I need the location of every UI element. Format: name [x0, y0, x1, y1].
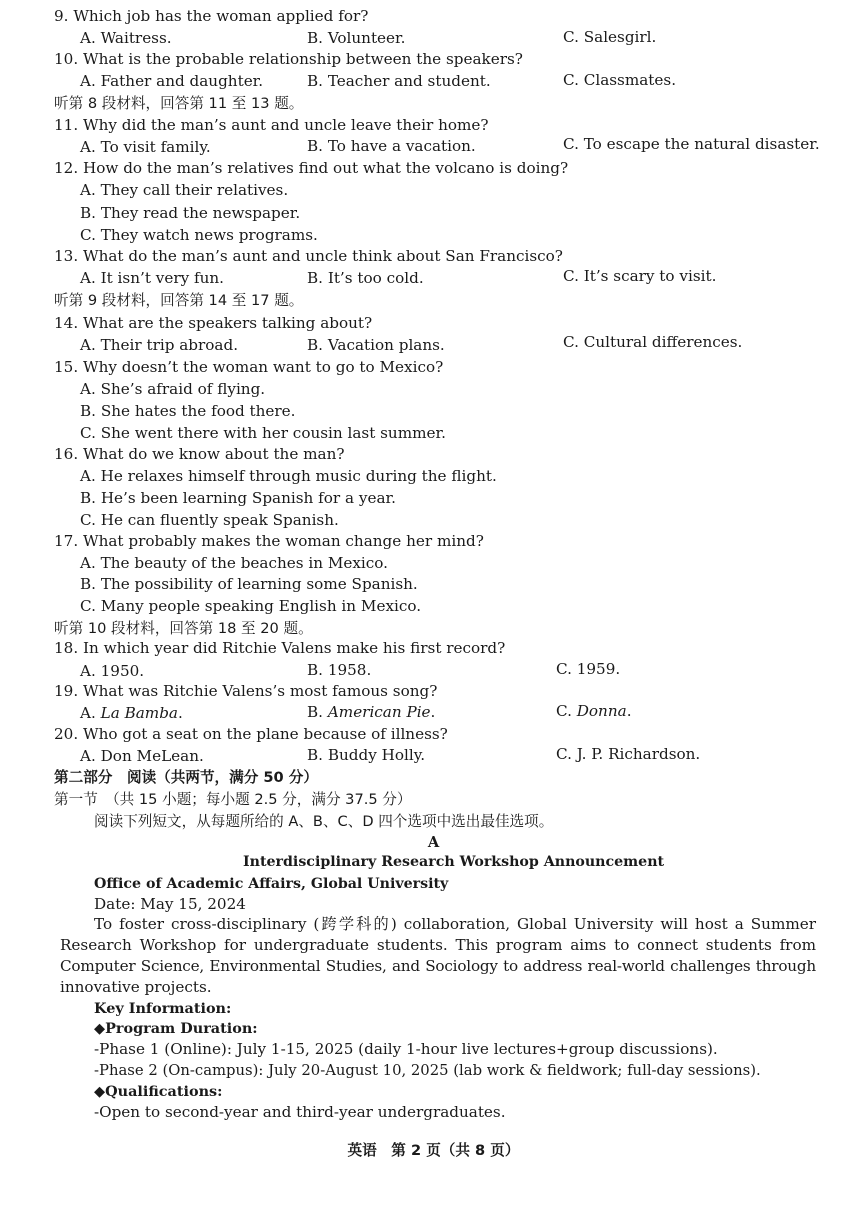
q18-option-b: B. 1958. — [307, 661, 372, 679]
q15-option-b: B. She hates the food there. — [80, 402, 296, 420]
section-10-instruction: 听第 10 段材料，回答第 18 至 20 题。 — [54, 620, 313, 637]
q11-option-c: C. To escape the natural disaster. — [563, 135, 820, 153]
question-11: 11. Why did the man’s aunt and uncle leave their home? — [54, 116, 489, 134]
section-8-instruction: 听第 8 段材料，回答第 11 至 13 题。 — [54, 95, 304, 112]
announcement-date: Date: May 15, 2024 — [94, 895, 246, 913]
q19-c-suffix: . — [626, 702, 632, 720]
question-14: 14. What are the speakers talking about? — [54, 314, 373, 332]
q14-option-b: B. Vacation plans. — [307, 336, 445, 354]
paragraph-line-4: innovative projects. — [60, 978, 212, 996]
q19-a-title: La Bamba — [100, 704, 178, 722]
question-19: 19. What was Ritchie Valens’s most famous song? — [54, 682, 438, 700]
paragraph-line-3: Computer Science, Environmental Studies, and Sociology to address real-world challenges through — [60, 957, 816, 975]
passage-letter: A — [427, 834, 440, 851]
q14-option-a: A. Their trip abroad. — [80, 336, 239, 354]
q19-b-title: American Pie — [327, 703, 431, 721]
q19-c-title: Donna — [576, 702, 627, 720]
q10-option-b: B. Teacher and student. — [307, 72, 491, 90]
q12-option-a: A. They call their relatives. — [80, 181, 289, 199]
q19-b-prefix: B. — [307, 703, 328, 721]
question-18: 18. In which year did Ritchie Valens make his first record? — [54, 639, 506, 657]
phase-1-line: -Phase 1 (Online): July 1-15, 2025 (daily 1-hour live lectures+group discussions). — [94, 1040, 718, 1058]
section-one-heading: 第一节 （共 15 小题；每小题 2.5 分，满分 37.5 分） — [54, 791, 412, 808]
q10-option-a: A. Father and daughter. — [80, 72, 264, 90]
q16-option-b: B. He’s been learning Spanish for a year. — [80, 489, 396, 507]
q11-option-b: B. To have a vacation. — [307, 137, 476, 155]
qualifications-heading: ◆Qualifications: — [94, 1083, 223, 1100]
q20-option-a: A. Don MeLean. — [80, 747, 204, 765]
qualification-1: -Open to second-year and third-year undergraduates. — [94, 1103, 506, 1121]
q17-option-b: B. The possibility of learning some Spanish. — [80, 575, 418, 593]
part-two-heading: 第二部分 阅读（共两节，满分 50 分） — [54, 769, 318, 786]
q15-option-a: A. She’s afraid of flying. — [80, 380, 266, 398]
question-20: 20. Who got a seat on the plane because of illness? — [54, 725, 448, 743]
q19-option-b — [307, 702, 435, 724]
question-10: 10. What is the probable relationship between the speakers? — [54, 50, 523, 68]
page-footer: 英语 第 2 页（共 8 页） — [347, 1142, 520, 1159]
office-line: Office of Academic Affairs, Global University — [94, 876, 449, 892]
q19-option-c — [556, 701, 632, 723]
q13-option-b: B. It’s too cold. — [307, 269, 424, 287]
q9-option-c: C. Salesgirl. — [563, 28, 657, 46]
q12-option-c: C. They watch news programs. — [80, 226, 318, 244]
q9-option-b: B. Volunteer. — [307, 29, 406, 47]
q17-option-c: C. Many people speaking English in Mexico. — [80, 597, 422, 615]
q16-option-a: A. He relaxes himself through music during the flight. — [80, 467, 497, 485]
q19-a-prefix: A. — [80, 704, 101, 722]
question-16: 16. What do we know about the man? — [54, 445, 345, 463]
question-9: 9. Which job has the woman applied for? — [54, 7, 369, 25]
q20-option-c: C. J. P. Richardson. — [556, 745, 701, 763]
q19-b-suffix: . — [430, 703, 436, 721]
question-12: 12. How do the man’s relatives find out what the volcano is doing? — [54, 159, 569, 177]
q11-option-a: A. To visit family. — [80, 138, 211, 156]
reading-instruction: 阅读下列短文，从每题所给的 A、B、C、D 四个选项中选出最佳选项。 — [94, 813, 554, 830]
question-17: 17. What probably makes the woman change her mind? — [54, 532, 484, 550]
q13-option-a: A. It isn’t very fun. — [80, 269, 224, 287]
q19-c-prefix: C. — [556, 702, 577, 720]
q9-option-a: A. Waitress. — [80, 29, 172, 47]
q12-option-b: B. They read the newspaper. — [80, 204, 301, 222]
q19-option-a — [80, 703, 183, 725]
announcement-title: Interdisciplinary Research Workshop Announcement — [243, 854, 665, 870]
q13-option-c: C. It’s scary to visit. — [563, 267, 717, 285]
q10-option-c: C. Classmates. — [563, 71, 677, 89]
q19-a-suffix: . — [178, 704, 183, 722]
q14-option-c: C. Cultural differences. — [563, 333, 743, 351]
paragraph-line-2: Research Workshop for undergraduate students. This program aims to connect students from — [60, 936, 816, 954]
paragraph-line-1: To foster cross-disciplinary (跨学科的) collaboration, Global University will host a Summer — [94, 915, 816, 933]
q15-option-c: C. She went there with her cousin last summer. — [80, 424, 446, 442]
q18-option-a: A. 1950. — [80, 662, 145, 680]
key-information-heading: Key Information: — [94, 1000, 232, 1017]
q17-option-a: A. The beauty of the beaches in Mexico. — [80, 554, 388, 572]
phase-2-line: -Phase 2 (On-campus): July 20-August 10, 2025 (lab work & fieldwork; full-day sessions). — [94, 1062, 761, 1079]
question-15: 15. Why doesn’t the woman want to go to Mexico? — [54, 358, 444, 376]
program-duration-heading: ◆Program Duration: — [94, 1020, 258, 1037]
q20-option-b: B. Buddy Holly. — [307, 746, 426, 764]
q16-option-c: C. He can fluently speak Spanish. — [80, 511, 339, 529]
question-13: 13. What do the man’s aunt and uncle think about San Francisco? — [54, 247, 563, 265]
section-9-instruction: 听第 9 段材料，回答第 14 至 17 题。 — [54, 292, 304, 309]
q18-option-c: C. 1959. — [556, 660, 621, 678]
